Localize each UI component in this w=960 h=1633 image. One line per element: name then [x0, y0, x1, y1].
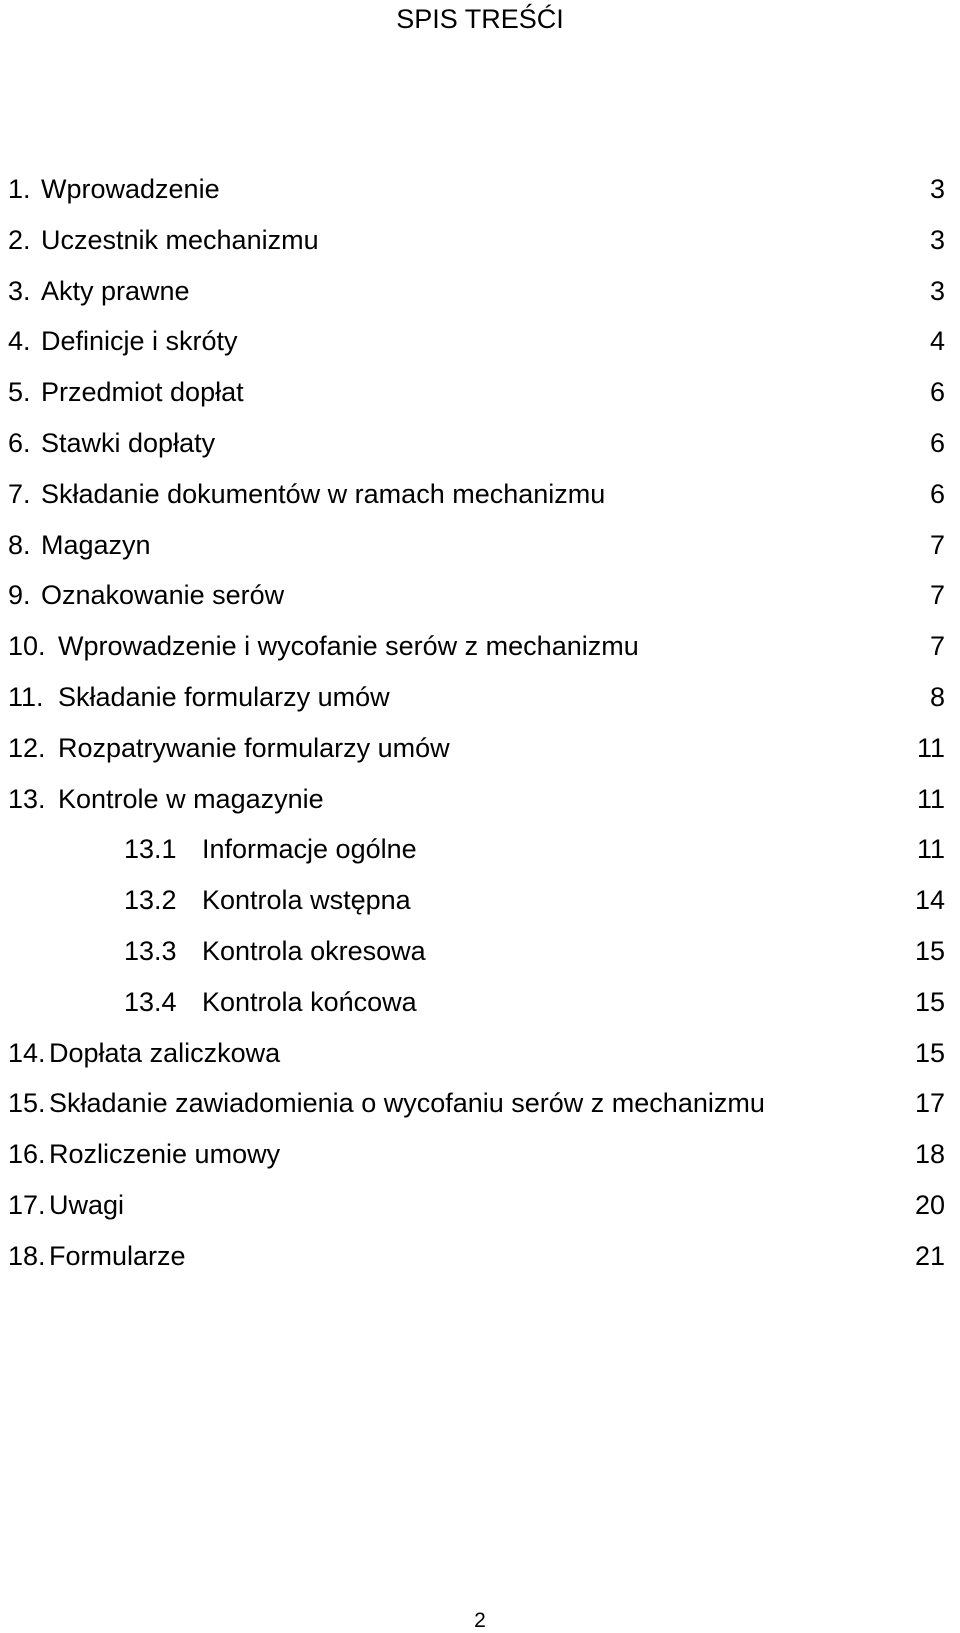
toc-entry-page: 6: [929, 377, 945, 408]
toc-entry-number: 16.: [8, 1139, 46, 1170]
toc-entry[interactable]: [0, 1078, 960, 1129]
toc-subentry[interactable]: [0, 875, 960, 926]
toc-entry-number: 13.3: [124, 935, 177, 966]
toc-entry-number: 14.: [8, 1037, 46, 1068]
toc-entry[interactable]: [0, 1129, 960, 1180]
toc-entry-number: 13.1: [124, 834, 177, 865]
toc-entry-title: Przedmiot dopłat: [41, 377, 244, 408]
toc-entry-page: 15: [914, 935, 945, 966]
toc-entry[interactable]: [0, 316, 960, 367]
toc-entry-number: 18.: [8, 1240, 46, 1271]
page-title: SPIS TREŚĆI: [396, 4, 564, 34]
toc-entry-title: Dopłata zaliczkowa: [49, 1037, 281, 1068]
toc-entry-page: 3: [929, 174, 945, 204]
toc-entry-number: 5.: [8, 377, 31, 408]
toc-entry-title: Składanie formularzy umów: [58, 681, 390, 712]
table-of-contents: [0, 164, 960, 1282]
toc-entry-page: 3: [929, 224, 945, 255]
toc-entry-page: 11: [916, 834, 945, 865]
toc-entry-page: 14: [914, 885, 945, 916]
toc-entry-number: 3.: [8, 275, 31, 306]
toc-entry-page: 20: [914, 1189, 945, 1220]
toc-entry[interactable]: [0, 570, 960, 621]
toc-entry[interactable]: [0, 1180, 960, 1231]
toc-entry-number: 13.4: [124, 986, 177, 1017]
toc-entry-page: 15: [914, 1037, 945, 1068]
toc-entry-title: Formularze: [49, 1240, 186, 1271]
toc-entry-number: 11.: [8, 681, 44, 712]
toc-entry-title: Kontrola okresowa: [202, 935, 426, 966]
toc-entry-title: Magazyn: [41, 529, 151, 560]
toc-entry-page: 21: [914, 1240, 945, 1271]
toc-entry[interactable]: [0, 215, 960, 266]
toc-entry-title: Kontrole w magazynie: [58, 783, 324, 814]
toc-entry-number: 10.: [8, 631, 46, 662]
toc-entry-title: Rozpatrywanie formularzy umów: [58, 732, 450, 763]
toc-entry-page: 8: [929, 681, 945, 712]
toc-entry-number: 13.2: [124, 885, 177, 916]
toc-entry-page: 11: [916, 732, 945, 763]
toc-entry-title: Stawki dopłaty: [41, 427, 216, 458]
toc-entry-page: 6: [929, 427, 945, 458]
toc-entry-number: 17.: [8, 1189, 46, 1220]
toc-subentry[interactable]: [0, 926, 960, 977]
toc-entry[interactable]: [0, 1028, 960, 1079]
toc-entry-page: 7: [929, 580, 945, 611]
toc-subentry[interactable]: [0, 824, 960, 875]
toc-entry-title: Wprowadzenie: [41, 174, 220, 204]
toc-entry-title: Składanie dokumentów w ramach mechanizmu: [41, 478, 606, 509]
toc-subentry[interactable]: [0, 977, 960, 1028]
toc-entry-number: 12.: [8, 732, 46, 763]
toc-entry-number: 15.: [8, 1088, 46, 1119]
toc-entry-title: Uwagi: [49, 1189, 125, 1220]
toc-entry-page: 6: [929, 478, 945, 509]
toc-entry-title: Informacje ogólne: [202, 834, 417, 865]
toc-entry-title: Uczestnik mechanizmu: [41, 224, 319, 255]
toc-entry[interactable]: [0, 164, 960, 215]
toc-entry[interactable]: [0, 672, 960, 723]
toc-entry-page: 7: [929, 631, 945, 662]
toc-entry[interactable]: [0, 520, 960, 571]
toc-entry-number: 1.: [8, 174, 31, 204]
toc-entry[interactable]: [0, 367, 960, 418]
toc-entry[interactable]: [0, 1231, 960, 1282]
toc-entry-title: Rozliczenie umowy: [49, 1139, 281, 1170]
toc-entry-number: 9.: [8, 580, 31, 611]
toc-entry-number: 8.: [8, 529, 31, 560]
toc-entry-number: 6.: [8, 427, 31, 458]
toc-entry-page: 3: [929, 275, 945, 306]
toc-entry-number: 2.: [8, 224, 31, 255]
toc-entry-title: Oznakowanie serów: [41, 580, 285, 611]
toc-entry[interactable]: [0, 418, 960, 469]
toc-entry-number: 4.: [8, 326, 31, 357]
toc-entry-title: Składanie zawiadomienia o wycofaniu serów z mechanizmu: [49, 1088, 765, 1119]
toc-entry-number: 13.: [8, 783, 46, 814]
page-number: 2: [474, 1609, 486, 1632]
toc-entry[interactable]: [0, 266, 960, 317]
toc-entry-page: 18: [914, 1139, 945, 1170]
toc-entry-page: 15: [914, 986, 945, 1017]
toc-entry[interactable]: [0, 774, 960, 825]
toc-entry-title: Wprowadzenie i wycofanie serów z mechanizmu: [58, 631, 639, 662]
toc-entry[interactable]: [0, 723, 960, 774]
toc-entry[interactable]: [0, 621, 960, 672]
toc-entry-title: Akty prawne: [41, 275, 190, 306]
toc-entry-title: Definicje i skróty: [41, 326, 238, 357]
toc-entry[interactable]: [0, 469, 960, 520]
toc-entry-title: Kontrola wstępna: [202, 885, 411, 916]
toc-entry-page: 11: [916, 783, 945, 814]
toc-entry-page: 7: [929, 529, 945, 560]
toc-entry-title: Kontrola końcowa: [202, 986, 417, 1017]
toc-entry-number: 7.: [8, 478, 31, 509]
toc-entry-page: 4: [929, 326, 945, 357]
toc-entry-page: 17: [914, 1088, 945, 1119]
